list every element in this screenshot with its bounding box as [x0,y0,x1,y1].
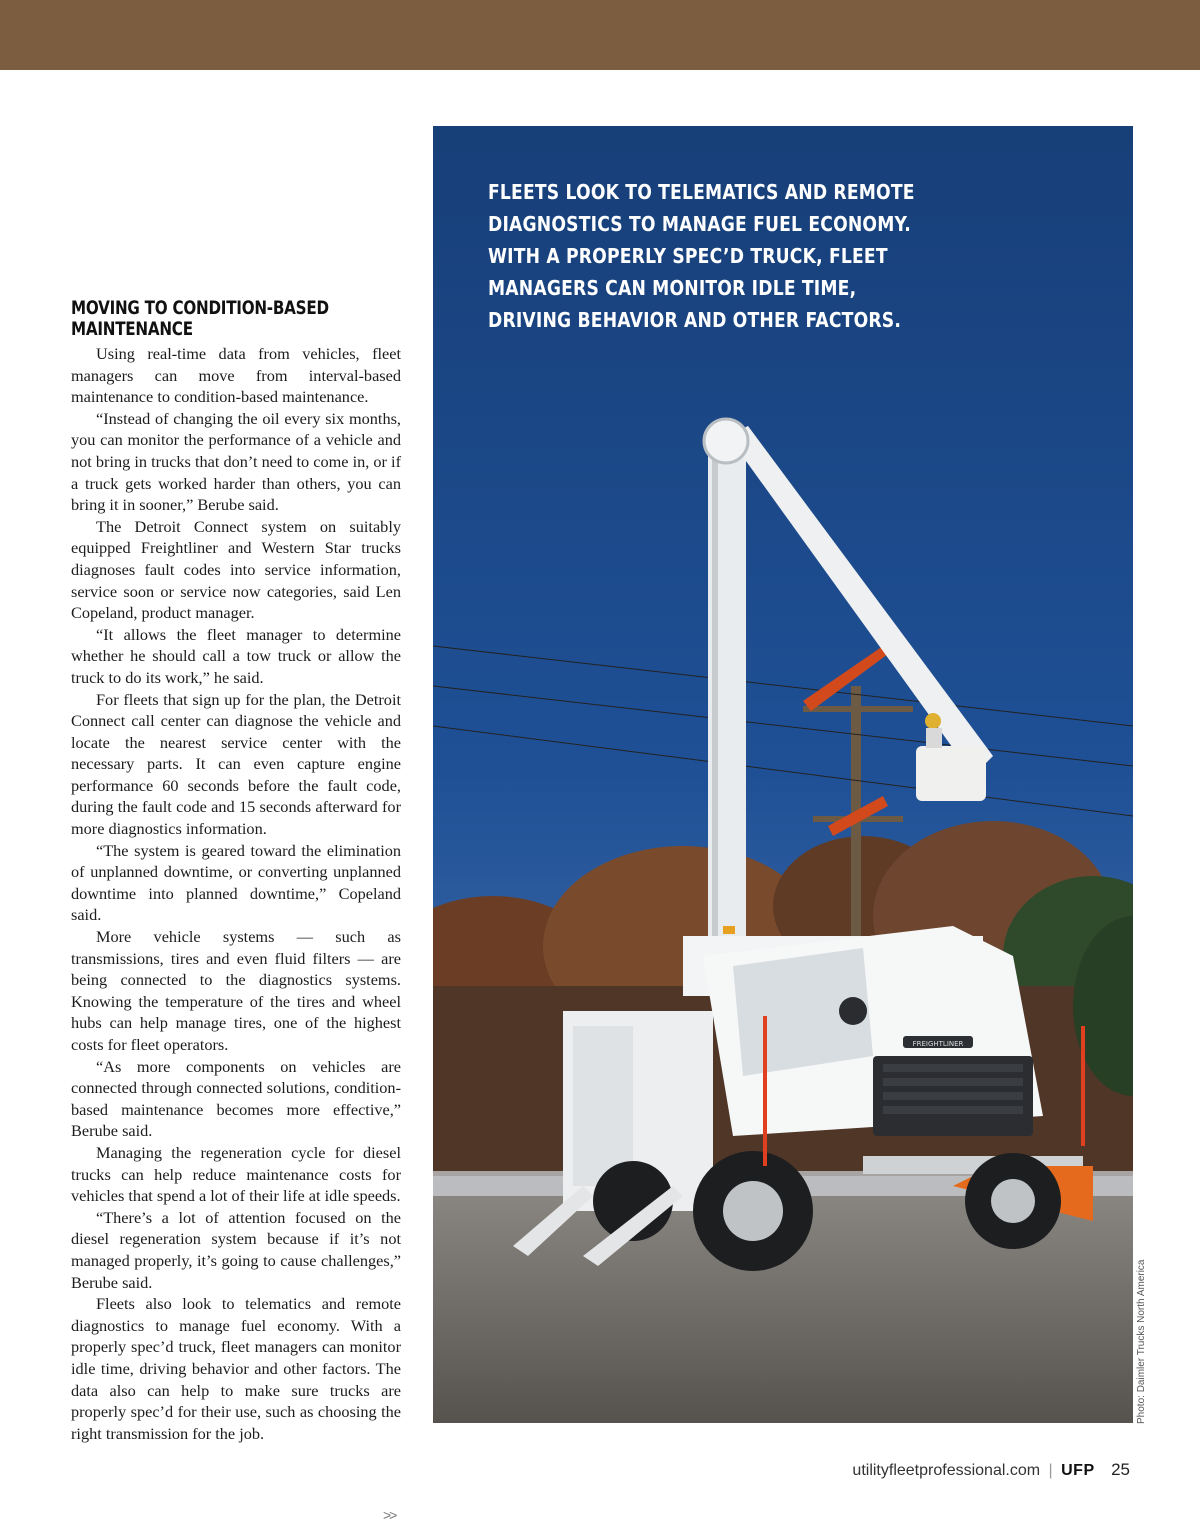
truck-grille-badge: FREIGHTLINER [912,1040,964,1048]
article-paragraph: Using real-time data from vehicles, fleet managers can move from interval-based maintenance to condition-based maintenance. [71,344,401,407]
photo-caption: FLEETS LOOK TO TELEMATICS AND REMOTE DIAGNOSTICS TO MANAGE FUEL ECONOMY. WITH A PROPERLY SPEC’D TRUCK, FLEET MANAGERS CAN MONITOR IDLE TIME, DRIVING BEHAVIOR AND OTHER FACTORS. [488,180,915,332]
article-paragraph: The Detroit Connect system on suitably equipped Freightliner and Western Star trucks diagnoses fault codes into service information, service soon or service now categories, said Len Copeland, product manager. [71,516,401,623]
footer-brand: UFP [1061,1462,1095,1479]
section-heading: MOVING TO CONDITION-BASED MAINTENANCE [71,298,329,340]
continue-marker: >> [383,1507,396,1523]
page-footer [852,1460,1130,1480]
article-paragraph: “Instead of changing the oil every six months, you can monitor the performance of a vehicle and not bring in trucks that don’t need to come in, or if a truck gets worked harder than others, you can bring it in sooner,” Berube said. [71,408,401,515]
article-paragraph: More vehicle systems — such as transmissions, tires and even fluid filters — are being connected to the diagnostics systems. Knowing the temperature of the tires and wheel hubs can help manage tires, one of the highest costs for fleet operators. [71,927,401,1054]
photo-credit: Photo: Daimler Trucks North America [1136,1259,1147,1424]
article-paragraph: Fleets also look to telematics and remote diagnostics to manage fuel economy. With a properly spec’d truck, fleet managers can monitor idle time, driving behavior and other factors. The data also can help to make sure trucks are properly spec’d for their use, such as choosing the right transmission for the job. [71,1294,401,1443]
footer-separator: | [1048,1462,1053,1479]
article-paragraph: “As more components on vehicles are connected through connected solutions, condition-based maintenance becomes more effective,” Berube said. [71,1056,401,1141]
article-column [71,298,401,1444]
article-paragraph: “It allows the fleet manager to determine whether he should call a tow truck or allow the truck to do its work,” he said. [71,624,401,687]
article-paragraph: Managing the regeneration cycle for diesel trucks can help reduce maintenance costs for vehicles that spend a lot of their life at idle speeds. [71,1142,401,1206]
page-number: 25 [1111,1460,1130,1479]
article-paragraph: “There’s a lot of attention focused on the diesel regeneration system because if it’s not managed properly, it’s going to cause challenges,” Berube said. [71,1207,401,1292]
footer-website: utilityfleetprofessional.com [852,1462,1041,1479]
top-color-band [0,0,1200,70]
article-paragraph: “The system is geared toward the elimination of unplanned downtime, or converting unplanned downtime into planned downtime,” Copeland said. [71,840,401,925]
article-paragraph: For fleets that sign up for the plan, the Detroit Connect call center can diagnose the vehicle and locate the nearest service center with the necessary parts. It can even capture engine performance 60 seconds before the fault code, during the fault code and 15 seconds afterward for more diagnostics information. [71,689,401,839]
